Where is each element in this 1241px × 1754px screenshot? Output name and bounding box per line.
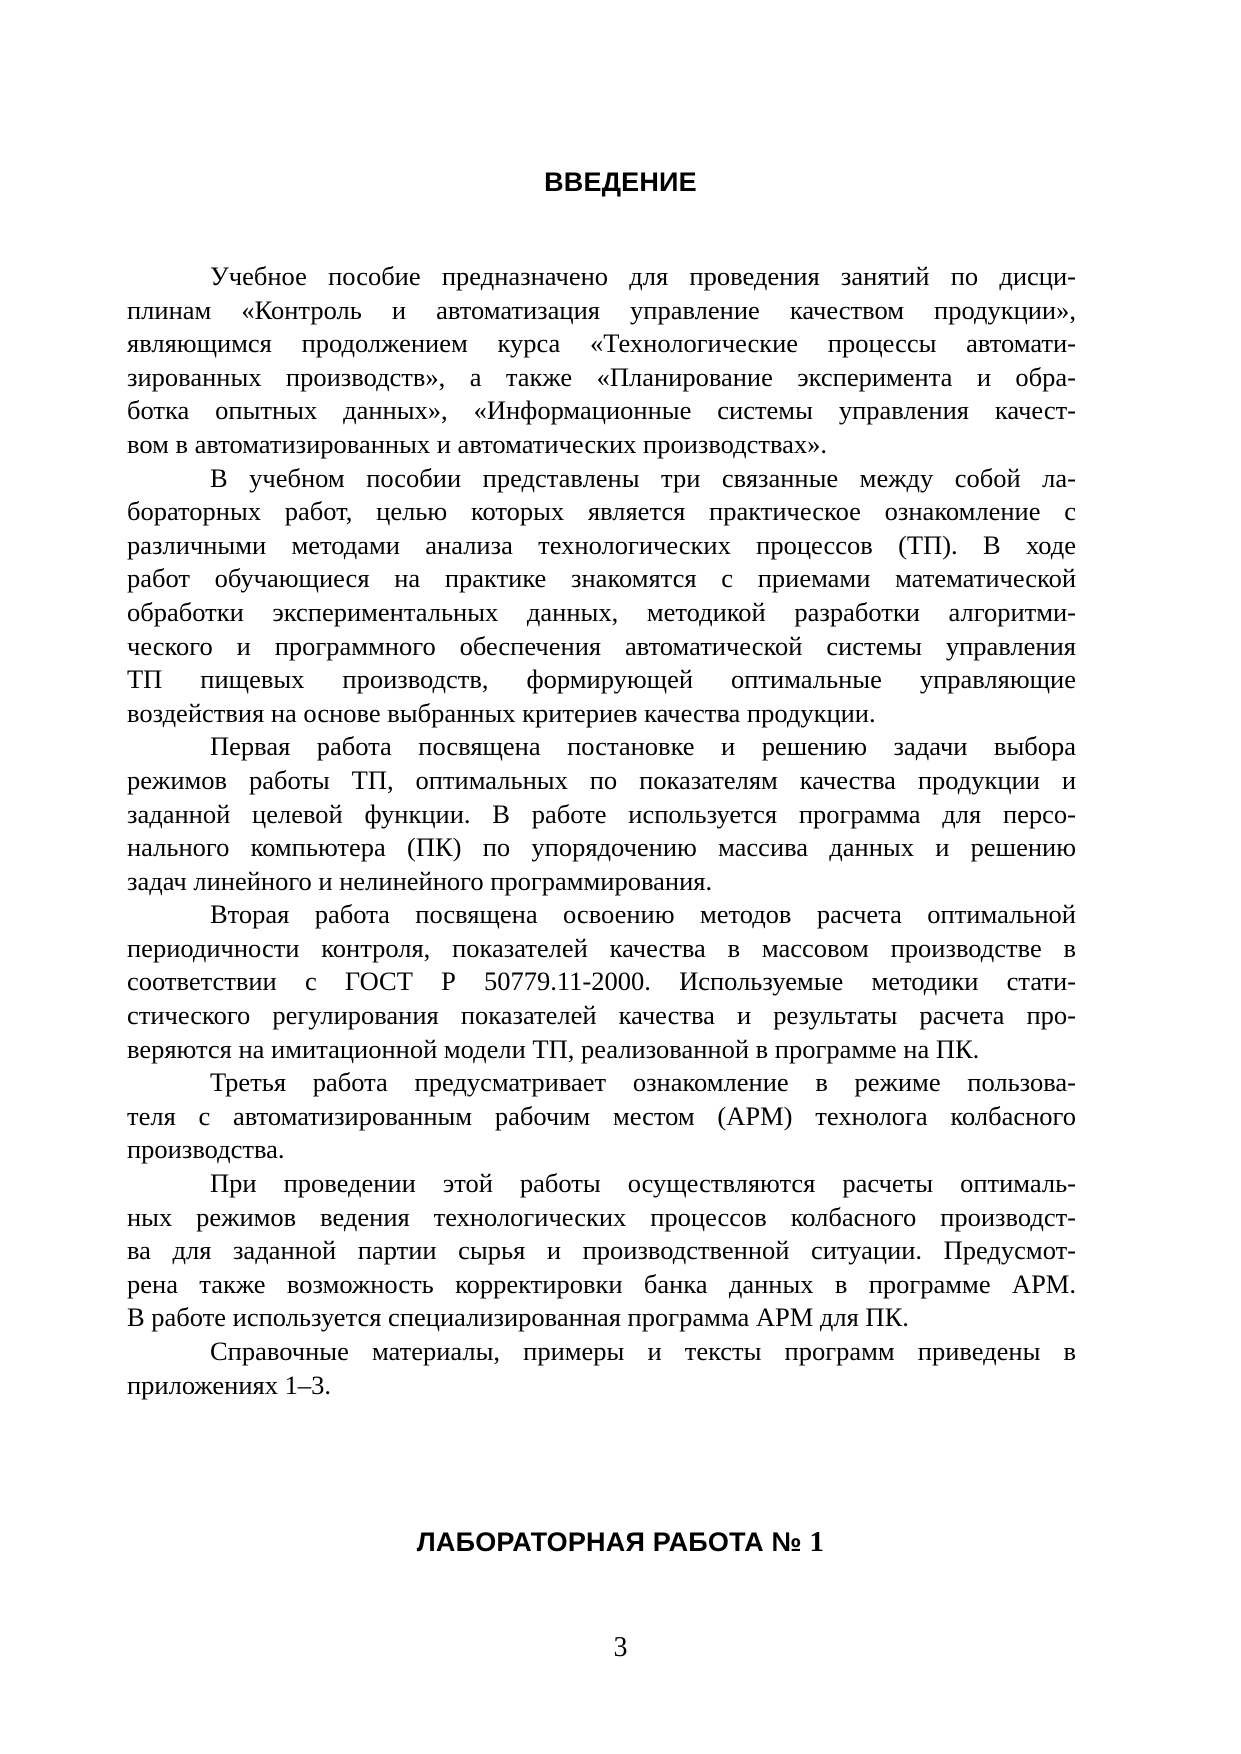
- paragraph: [127, 1335, 1076, 1402]
- text-line: периодичности контроля, показателей качества в массовом производстве в: [127, 932, 1076, 963]
- text-line: Вторая работа посвящена освоению методов расчета оптимальной: [210, 899, 1076, 930]
- text-line: ва для заданной партии сырья и производственной ситуации. Предусмот-: [127, 1235, 1076, 1266]
- text-line: ТП пищевых производств, формирующей оптимальные управляющие: [127, 664, 1076, 695]
- text-line: ческого и программного обеспечения автоматической системы управления: [127, 630, 1076, 661]
- text-line: Учебное пособие предназначено для проведения занятий по дисци-: [210, 261, 1076, 291]
- text-line: ботка опытных данных», «Информационные системы управления качест-: [127, 395, 1076, 426]
- paragraph: [127, 730, 1076, 898]
- text-line: стического регулирования показателей качества и результаты расчета про-: [127, 1000, 1076, 1031]
- paragraph: [127, 898, 1076, 1066]
- text-line: веряются на имитационной модели ТП, реализованной в программе на ПК.: [127, 1033, 980, 1064]
- text-line: работ обучающиеся на практике знакомятся с приемами математической: [127, 563, 1076, 594]
- lab-heading-text: ЛАБОРАТОРНАЯ РАБОТА №: [416, 1527, 802, 1557]
- lab-heading: [0, 1526, 1241, 1559]
- text-line: В учебном пособии представлены три связанные между собой ла-: [210, 462, 1076, 493]
- text-line: зированных производств», а также «Планирование эксперимента и обра-: [127, 361, 1076, 392]
- text-line: Первая работа посвящена постановке и решению задачи выбора: [210, 731, 1076, 762]
- text-line: теля с автоматизированным рабочим местом (АРМ) технолога колбасного: [127, 1100, 1076, 1131]
- text-line: При проведении этой работы осуществляются расчеты оптималь-: [210, 1168, 1076, 1199]
- lab-heading-number: 1: [809, 1526, 825, 1558]
- text-line: Справочные материалы, примеры и тексты программ приведены в: [210, 1336, 1076, 1366]
- text-line: воздействия на основе выбранных критериев качества продукции.: [127, 697, 876, 728]
- body-text: [127, 260, 1076, 1402]
- text-line: рена также возможность корректировки банка данных в программе АРМ.: [127, 1268, 1076, 1299]
- paragraph: [127, 260, 1076, 462]
- text-line: заданной целевой функции. В работе используется программа для персо-: [127, 798, 1076, 829]
- text-line: производства.: [127, 1134, 285, 1165]
- text-line: Третья работа предусматривает ознакомление в режиме пользова-: [210, 1067, 1076, 1098]
- text-line: соответствии с ГОСТ Р 50779.11-2000. Используемые методики стати-: [127, 966, 1076, 997]
- text-line: различными методами анализа технологических процессов (ТП). В ходе: [127, 529, 1076, 560]
- text-line: режимов работы ТП, оптимальных по показателям качества продукции и: [127, 764, 1076, 795]
- text-line: приложениях 1–3.: [127, 1369, 331, 1400]
- section-title: ВВЕДЕНИЕ: [544, 167, 697, 197]
- text-line: бораторных работ, целью которых является практическое ознакомление с: [127, 496, 1076, 527]
- paragraph: [127, 462, 1076, 731]
- text-line: ных режимов ведения технологических процессов колбасного производст-: [127, 1201, 1076, 1232]
- text-line: являющимся продолжением курса «Технологические процессы автомати-: [127, 328, 1076, 359]
- paragraph: [127, 1066, 1076, 1167]
- text-line: В работе используется специализированная программа АРМ для ПК.: [127, 1302, 909, 1333]
- text-line: плинам «Контроль и автоматизация управление качеством продукции»,: [127, 294, 1076, 325]
- paragraph: [127, 1167, 1076, 1335]
- text-line: нального компьютера (ПК) по упорядочению массива данных и решению: [127, 832, 1076, 863]
- text-line: вом в автоматизированных и автоматических производствах».: [127, 428, 828, 459]
- text-line: обработки экспериментальных данных, методикой разработки алгоритми-: [127, 596, 1076, 627]
- text-line: задач линейного и нелинейного программирования.: [127, 865, 713, 896]
- page-number: 3: [613, 1632, 628, 1663]
